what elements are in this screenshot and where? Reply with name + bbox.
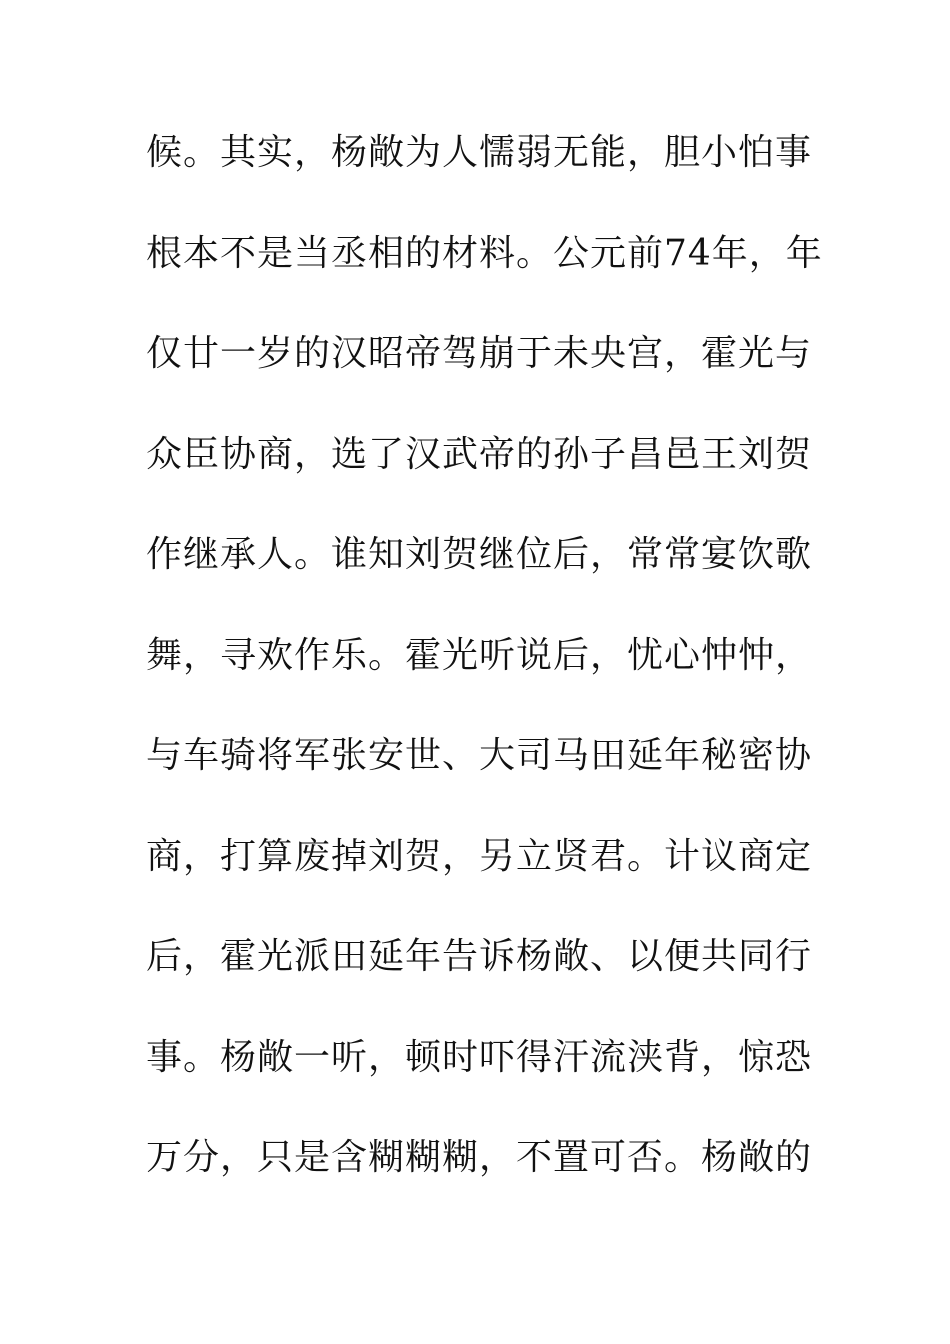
body-text	[146, 128, 823, 1234]
text-line: 众臣协商，选了汉武帝的孙子昌邑王刘贺	[146, 433, 813, 475]
text-line: 商，打算废掉刘贺，另立贤君。计议商定	[146, 835, 813, 877]
text-line: 根本不是当丞相的材料。公元前74年，年	[146, 232, 823, 274]
text-line: 与车骑将军张安世、大司马田延年秘密协	[146, 735, 813, 776]
text-line: 后，霍光派田延年告诉杨敞、以便共同行	[146, 936, 813, 977]
text-line: 作继承人。谁知刘贺继位后，常常宴饮歌	[146, 534, 813, 575]
text-line: 舞，寻欢作乐。霍光听说后，忧心忡忡，	[146, 634, 813, 676]
text-line: 事。杨敞一听，顿时吓得汗流浃背，惊恐	[146, 1036, 813, 1078]
text-line: 万分，只是含糊糊糊，不置可否。杨敞的	[146, 1137, 813, 1178]
text-line: 仅廿一岁的汉昭帝驾崩于未央宫，霍光与	[146, 333, 813, 374]
text-line: 候。其实，杨敞为人懦弱无能，胆小怕事	[146, 132, 813, 173]
